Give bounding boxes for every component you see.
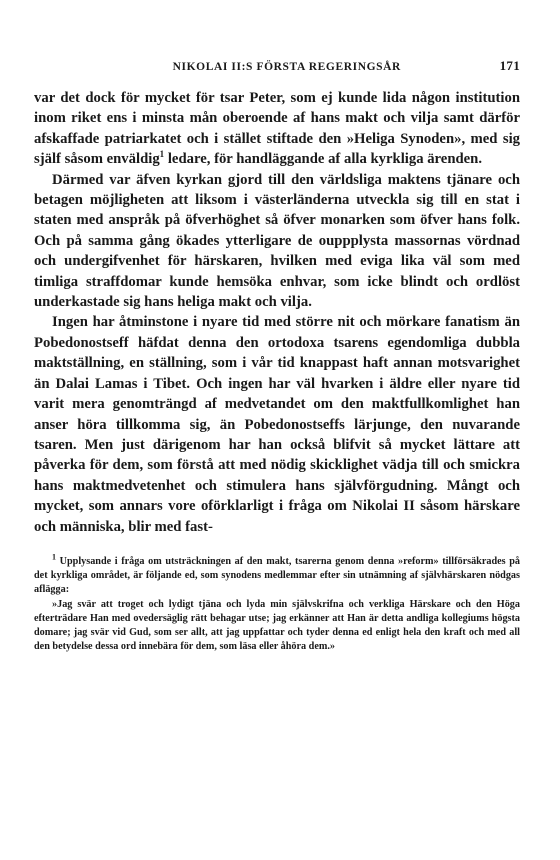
page-number: 171: [499, 58, 520, 73]
paragraph-text: var det dock för mycket för tsar Peter, som ej kunde lida någon institution inom riket ens i minsta mån oberoende af hans makt och vilja samt därför afskaffade patriarkatet och i stället stiftade den »Heliga Synoden», med sig själf såsom enväldig: [34, 90, 520, 168]
running-header: [34, 58, 520, 74]
paragraph: Därmed var äfven kyrkan gjord till den världsliga maktens tjänare och betagen möjligheten att liksom i västerländerna utveckla sig till en stat i staten med anspråk på öfverhöghet så öfver monarken som öfver hans folk. Och på samma gång ökades ytterligare de ouppplysta massornas vördnad och undergifvenhet för härskaren, hvilken med eviga lika väl som med timliga straffdomar kunde hemsöka enhvar, som icke blindt och ordlöst underkastade sig hans heliga makt och vilja.: [34, 171, 520, 311]
paragraph: Ingen har åtminstone i nyare tid med större nit och mörkare fanatism än Pobedonostseff häfdat denna den ortodoxa tsarens egendomliga dubbla maktställning, en ställning, som i vår tid knappast haft annan motsvarighet än Dalai Lamas i Tibet. Och ingen har väl hvarken i äldre eller nyare tid varit mera genomträngd af medvetandet om den maktfullkomlighet han anser höra tillkomma sig, än Pobedonostseffs lärjunge, den nuvarande tsaren. Men just därigenom har han också blifvit så mycket lättare att påverka för dem, som förstå att med nödig skicklighet vädja till och smickra hans maktmedvetenhet och stimulera hans självförgudning. Mångt och mycket, som annars vore oförklarligt i fråga om Nikolai II såsom härskare och människa, blir med fast-: [34, 314, 520, 535]
paragraph-text: ledare, för handläggande af alla kyrkliga ärenden.: [164, 151, 483, 168]
body-text: [34, 88, 520, 537]
footnote-text: Upplysande i fråga om utsträckningen af den makt, tsarerna genom denna »reform» tillförsäkrades på det kyrkliga området, är följande ed, som synodens medlemmar efter sin utnämning af självhärskaren nödgas aflägga:: [34, 555, 520, 596]
paragraph: [34, 88, 520, 170]
footnote-ref: 1: [159, 149, 165, 160]
book-page: [34, 58, 520, 654]
footnote-quote: »Jag svär att troget och lydigt tjäna och lyda min självskrifna och verkliga Härskare och den Höga efterträdare Han med ovedersäglig rätt behagar utse; jag erkänner att Han är detta andliga kollegiums högsta domare; jag svär vid Gud, som ser allt, att jag uppfattar och tyder denna ed enligt hela den kraft och med all den betydelse dessa ord innebära för dem, som läsa eller åhöra dem.»: [34, 598, 520, 653]
footnote: [34, 552, 520, 598]
chapter-title: NIKOLAI II:S FÖRSTA REGERINGSÅR: [172, 61, 401, 73]
footnotes: [34, 552, 520, 654]
footnote-marker: 1: [52, 552, 56, 562]
